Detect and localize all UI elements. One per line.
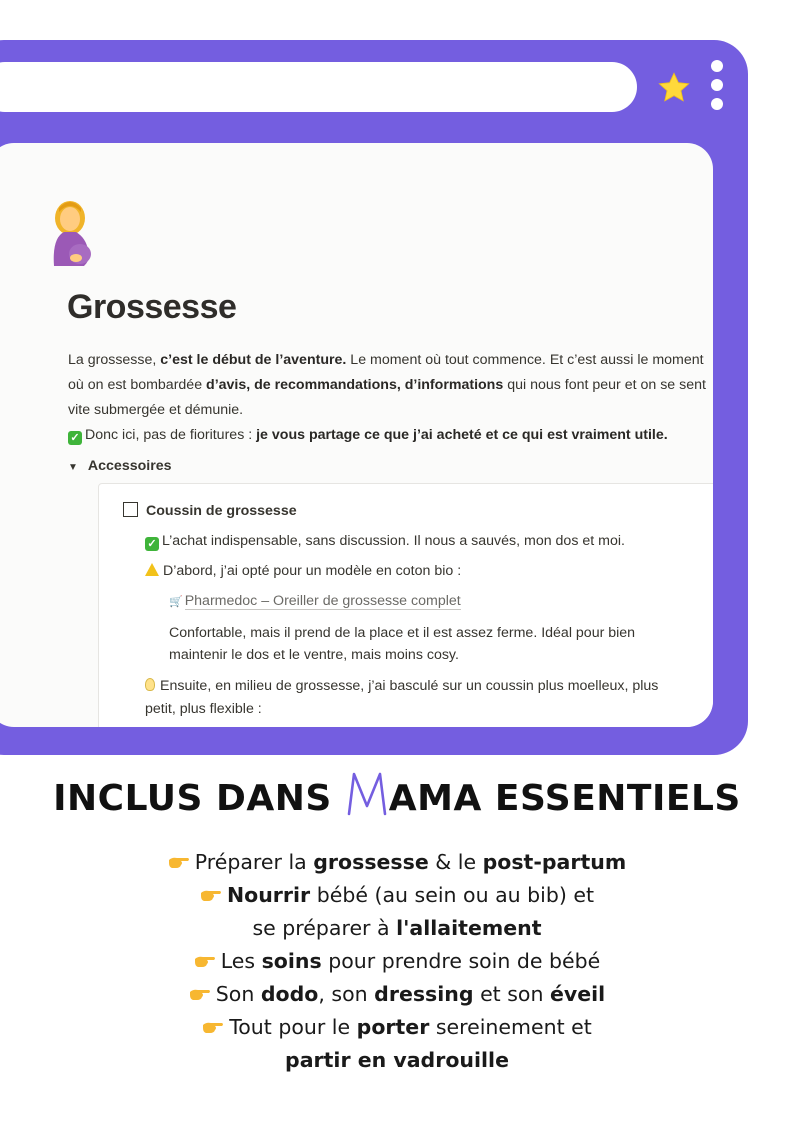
checkbox[interactable]	[123, 502, 138, 517]
address-bar[interactable]	[0, 62, 637, 112]
pointing-hand-icon	[202, 1011, 224, 1025]
text-line: D’abord, j’ai opté pour un modèle en coton bio :	[145, 559, 461, 584]
summary-paragraph: ✓ Donc ici, pas de fioritures : je vous partage ce que j’ai acheté et ce qui est vraiment utile.	[68, 423, 713, 448]
todo-item[interactable]: Coussin de grossesse	[123, 502, 297, 519]
text-line: maintenir le dos et le ventre, mais moins cosy.	[169, 647, 459, 663]
notion-page	[0, 143, 713, 727]
check-mark-icon: ✓	[145, 537, 159, 551]
text-line: Confortable, mais il prend de la place et il est assez ferme. Idéal pour bien	[169, 625, 636, 641]
check-mark-icon: ✓	[68, 431, 82, 445]
feature-line: Son dodo, son dressing et son éveil	[0, 978, 794, 1011]
kebab-menu-icon[interactable]	[710, 60, 724, 112]
feature-line: Tout pour le porter sereinement et	[0, 1011, 794, 1044]
light-bulb-icon	[145, 678, 155, 691]
intro-paragraph: La grossesse, c’est le début de l’aventure. Le moment où tout commence. Et c’est aussi le moment où on est bombardée d’avis, de recommandations, d’informations qui nous font peur et on se sent vite submergée et démunie.	[68, 352, 706, 418]
headline: INCLUS DANS AMA ESSENTIELS	[0, 770, 794, 819]
link-line	[169, 589, 461, 615]
pointing-hand-icon	[189, 978, 211, 992]
feature-line: Les soins pour prendre soin de bébé	[0, 945, 794, 978]
pointing-hand-icon	[168, 846, 190, 860]
feature-line: Préparer la grossesse & le post-partum	[0, 846, 794, 879]
toggle-content-block	[98, 483, 713, 727]
pointing-hand-icon	[200, 879, 222, 893]
handwritten-m-logo	[345, 770, 389, 816]
shopping-cart-icon: 🛒	[169, 596, 183, 608]
text-line: ✓ L’achat indispensable, sans discussion. Il nous a sauvés, mon dos et moi.	[145, 529, 625, 554]
feature-line: partir en vadrouille	[285, 1048, 509, 1072]
features-list	[0, 846, 794, 1077]
text-line: petit, plus flexible :	[145, 701, 262, 717]
text-line: Ensuite, en milieu de grossesse, j’ai basculé sur un coussin plus moelleux, plus	[145, 674, 658, 699]
toggle-accessoires[interactable]: ▼ Accessoires	[68, 458, 172, 474]
triangle-down-icon: ▼	[68, 462, 78, 473]
feature-line: Nourrir bébé (au sein ou au bib) et	[0, 879, 794, 912]
pregnant-woman-emoji-icon	[40, 198, 100, 268]
product-link[interactable]: Pharmedoc – Oreiller de grossesse complet	[184, 593, 461, 609]
star-icon[interactable]	[656, 70, 692, 106]
feature-line: se préparer à l'allaitement	[252, 916, 542, 940]
pointing-hand-icon	[194, 945, 216, 959]
page-title: Grossesse	[67, 288, 237, 326]
warning-icon	[145, 563, 159, 576]
